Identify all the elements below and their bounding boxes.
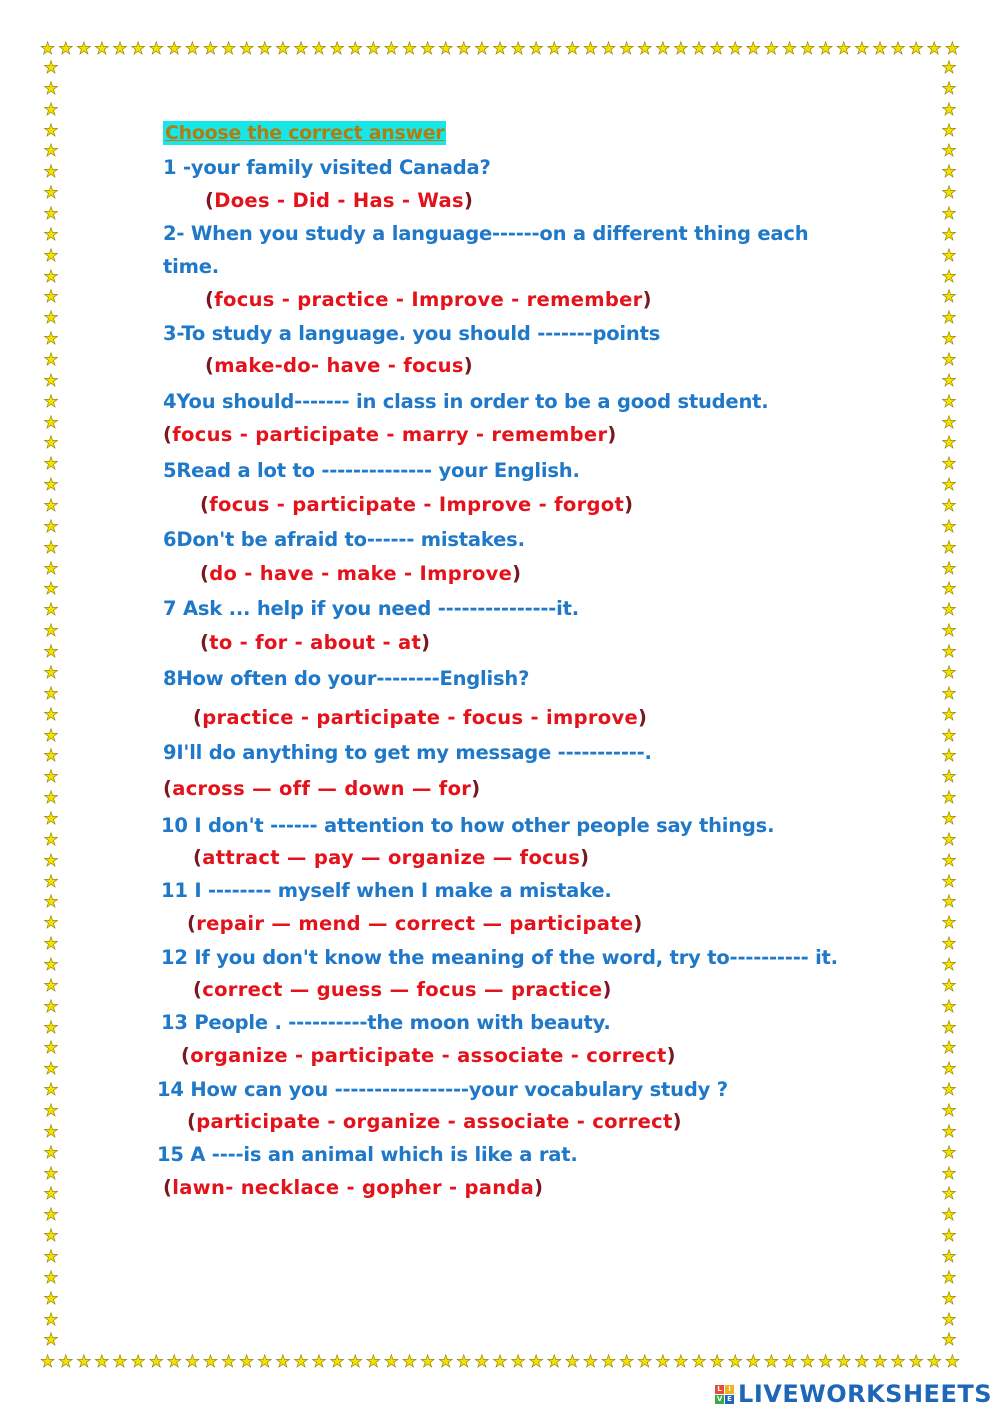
star-icon: ★ <box>130 1352 146 1372</box>
star-icon: ★ <box>43 746 59 767</box>
question-4: 4You should------- in class in order to be a good student. <box>163 390 769 413</box>
star-icon: ★ <box>941 600 957 621</box>
question-11: 11 I -------- myself when I make a mistake. <box>161 879 612 902</box>
star-icon: ★ <box>148 1352 164 1372</box>
star-icon: ★ <box>908 1352 924 1372</box>
star-icon: ★ <box>941 746 957 767</box>
star-icon: ★ <box>43 162 59 183</box>
star-icon: ★ <box>40 1352 56 1372</box>
star-icon: ★ <box>94 39 110 59</box>
star-icon: ★ <box>941 850 957 871</box>
brand-name: LIVEWORKSHEETS <box>738 1380 992 1408</box>
star-icon: ★ <box>854 1352 870 1372</box>
star-icon: ★ <box>941 99 957 120</box>
star-icon: ★ <box>58 1352 74 1372</box>
star-icon: ★ <box>941 537 957 558</box>
star-icon: ★ <box>43 1205 59 1226</box>
star-icon: ★ <box>43 454 59 475</box>
star-icon: ★ <box>43 78 59 99</box>
star-icon: ★ <box>941 975 957 996</box>
parenthesis: ( <box>181 1044 191 1067</box>
options-6: (do - have - make - Improve) <box>200 562 522 585</box>
star-icon: ★ <box>691 39 707 59</box>
star-icon: ★ <box>941 141 957 162</box>
star-icon: ★ <box>43 537 59 558</box>
star-icon: ★ <box>239 39 255 59</box>
parenthesis: ) <box>638 706 648 729</box>
star-icon: ★ <box>926 39 942 59</box>
parenthesis: ( <box>193 978 203 1001</box>
question-12: 12 If you don't know the meaning of the word, try to---------- it. <box>161 946 838 969</box>
star-icon: ★ <box>311 39 327 59</box>
parenthesis: ) <box>672 1110 682 1133</box>
options-1: (Does - Did - Has - Was) <box>205 189 474 212</box>
star-icon: ★ <box>383 39 400 59</box>
star-icon: ★ <box>43 1163 59 1184</box>
star-icon: ★ <box>564 39 580 59</box>
star-icon: ★ <box>419 39 436 59</box>
star-icon: ★ <box>926 1352 942 1372</box>
parenthesis: ( <box>193 846 203 869</box>
star-icon: ★ <box>43 1288 59 1309</box>
star-icon: ★ <box>43 579 59 600</box>
options-12: (correct — guess — focus — practice) <box>193 978 612 1001</box>
star-icon: ★ <box>43 1226 59 1247</box>
star-icon: ★ <box>43 183 59 204</box>
star-icon: ★ <box>781 39 798 59</box>
parenthesis: ( <box>200 562 210 585</box>
star-icon: ★ <box>872 39 888 59</box>
star-icon: ★ <box>941 662 957 683</box>
worksheet-title: Choose the correct answer <box>165 122 445 144</box>
parenthesis: ( <box>200 631 210 654</box>
star-icon: ★ <box>293 39 309 59</box>
star-icon: ★ <box>941 871 957 892</box>
star-icon: ★ <box>890 39 906 59</box>
star-icon: ★ <box>43 1100 59 1121</box>
logo-letter-v: V <box>716 1395 723 1403</box>
star-icon: ★ <box>818 1352 834 1372</box>
star-icon: ★ <box>43 475 59 496</box>
star-icon: ★ <box>58 39 74 59</box>
star-icon: ★ <box>745 39 761 59</box>
star-icon: ★ <box>275 39 291 59</box>
star-icon: ★ <box>941 704 957 725</box>
parenthesis: ) <box>642 288 652 311</box>
star-icon: ★ <box>43 996 59 1017</box>
options-15: (lawn- necklace - gopher - panda) <box>163 1176 544 1199</box>
star-icon: ★ <box>941 683 957 704</box>
star-icon: ★ <box>43 99 59 120</box>
star-icon: ★ <box>365 1352 381 1372</box>
star-icon: ★ <box>941 370 957 391</box>
options-13: (organize - participate - associate - correct) <box>181 1044 676 1067</box>
parenthesis: ) <box>512 562 522 585</box>
star-icon: ★ <box>43 558 59 579</box>
question-2: 2- When you study a language------on a different thing each <box>163 222 809 245</box>
parenthesis: ) <box>463 354 473 377</box>
logo-letter-i: I <box>725 1385 734 1394</box>
star-icon: ★ <box>600 1352 617 1372</box>
star-icon: ★ <box>528 39 544 59</box>
star-icon: ★ <box>474 39 490 59</box>
options-14: (participate - organize - associate - correct) <box>187 1110 682 1133</box>
parenthesis: ( <box>200 493 210 516</box>
star-icon: ★ <box>691 1352 707 1372</box>
liveworksheets-logo <box>715 1379 992 1409</box>
star-icon: ★ <box>890 1352 906 1372</box>
star-icon: ★ <box>456 39 472 59</box>
star-icon: ★ <box>655 39 671 59</box>
options-3: (make-do- have - focus) <box>205 354 473 377</box>
star-icon: ★ <box>941 266 957 287</box>
star-icon: ★ <box>941 516 957 537</box>
parenthesis: ) <box>633 912 643 935</box>
star-icon: ★ <box>941 996 957 1017</box>
star-icon: ★ <box>941 579 957 600</box>
options-11: (repair — mend — correct — participate) <box>187 912 643 935</box>
star-icon: ★ <box>709 39 725 59</box>
star-icon: ★ <box>43 1017 59 1038</box>
star-icon: ★ <box>112 39 128 59</box>
star-icon: ★ <box>293 1352 309 1372</box>
star-icon: ★ <box>941 1017 957 1038</box>
question-15: 15 A ----is an animal which is like a rat. <box>157 1143 578 1166</box>
parenthesis: ( <box>163 423 173 446</box>
star-icon: ★ <box>582 39 599 59</box>
star-icon: ★ <box>619 39 635 59</box>
question-3: 3-To study a language. you should -------points <box>163 322 661 345</box>
star-icon: ★ <box>347 1352 363 1372</box>
star-icon: ★ <box>941 913 957 934</box>
star-icon: ★ <box>510 1352 526 1372</box>
star-icon: ★ <box>941 1038 957 1059</box>
star-icon: ★ <box>474 1352 490 1372</box>
parenthesis: ) <box>471 777 481 800</box>
star-icon: ★ <box>43 287 59 308</box>
question-2-line-2: time. <box>163 255 219 278</box>
star-icon: ★ <box>836 1352 852 1372</box>
parenthesis: ( <box>205 189 215 212</box>
star-icon: ★ <box>76 1352 92 1372</box>
star-icon: ★ <box>941 60 957 78</box>
star-icon: ★ <box>781 1352 798 1372</box>
star-icon: ★ <box>941 725 957 746</box>
star-icon: ★ <box>130 39 146 59</box>
options-10: (attract — pay — organize — focus) <box>193 846 590 869</box>
options-8: (practice - participate - focus - improve) <box>193 706 648 729</box>
star-icon: ★ <box>941 391 957 412</box>
star-icon: ★ <box>43 788 59 809</box>
star-icon: ★ <box>43 975 59 996</box>
star-icon: ★ <box>941 78 957 99</box>
parenthesis: ) <box>602 978 612 1001</box>
star-icon: ★ <box>637 39 653 59</box>
parenthesis: ) <box>624 493 634 516</box>
star-icon: ★ <box>546 1352 562 1372</box>
star-icon: ★ <box>941 558 957 579</box>
star-icon: ★ <box>257 1352 273 1372</box>
question-1: 1 -your family visited Canada? <box>163 156 491 179</box>
parenthesis: ) <box>421 631 431 654</box>
star-icon: ★ <box>43 829 59 850</box>
star-icon: ★ <box>43 1309 59 1330</box>
star-icon: ★ <box>799 39 816 59</box>
star-icon: ★ <box>43 329 59 350</box>
star-icon: ★ <box>546 39 562 59</box>
star-icon: ★ <box>941 454 957 475</box>
star-icon: ★ <box>941 1184 957 1205</box>
star-icon: ★ <box>43 871 59 892</box>
star-icon: ★ <box>329 1352 345 1372</box>
star-icon: ★ <box>941 183 957 204</box>
star-icon: ★ <box>365 39 381 59</box>
star-icon: ★ <box>43 120 59 141</box>
star-icon: ★ <box>43 496 59 517</box>
star-icon: ★ <box>166 39 182 59</box>
star-icon: ★ <box>43 1080 59 1101</box>
star-icon: ★ <box>941 788 957 809</box>
star-icon: ★ <box>43 266 59 287</box>
star-icon: ★ <box>401 39 418 59</box>
star-icon: ★ <box>456 1352 472 1372</box>
star-icon: ★ <box>655 1352 671 1372</box>
star-icon: ★ <box>941 1121 957 1142</box>
star-icon: ★ <box>941 204 957 225</box>
star-icon: ★ <box>43 642 59 663</box>
star-icon: ★ <box>220 1352 237 1372</box>
star-icon: ★ <box>43 412 59 433</box>
parenthesis: ( <box>187 1110 197 1133</box>
star-icon: ★ <box>43 1142 59 1163</box>
star-icon: ★ <box>43 934 59 955</box>
star-icon: ★ <box>419 1352 436 1372</box>
star-icon: ★ <box>799 1352 816 1372</box>
star-icon: ★ <box>941 308 957 329</box>
logo-mark-icon <box>715 1385 734 1404</box>
star-icon: ★ <box>43 204 59 225</box>
star-icon: ★ <box>492 39 508 59</box>
star-icon: ★ <box>383 1352 400 1372</box>
star-icon: ★ <box>941 1226 957 1247</box>
options-7: (to - for - about - at) <box>200 631 431 654</box>
star-icon: ★ <box>941 1288 957 1309</box>
question-5: 5Read a lot to -------------- your English. <box>163 459 580 482</box>
star-icon: ★ <box>94 1352 110 1372</box>
star-icon: ★ <box>941 934 957 955</box>
question-10: 10 I don't ------ attention to how other people say things. <box>161 814 775 837</box>
star-icon: ★ <box>941 287 957 308</box>
star-icon: ★ <box>564 1352 580 1372</box>
star-icon: ★ <box>148 39 164 59</box>
star-icon: ★ <box>941 642 957 663</box>
star-icon: ★ <box>43 1184 59 1205</box>
star-icon: ★ <box>941 767 957 788</box>
star-icon: ★ <box>941 433 957 454</box>
star-icon: ★ <box>311 1352 327 1372</box>
star-icon: ★ <box>941 1100 957 1121</box>
star-icon: ★ <box>941 1163 957 1184</box>
star-icon: ★ <box>872 1352 888 1372</box>
star-icon: ★ <box>941 621 957 642</box>
star-icon: ★ <box>727 1352 743 1372</box>
logo-letter-e: E <box>725 1395 734 1404</box>
star-icon: ★ <box>43 1121 59 1142</box>
parenthesis: ( <box>205 354 215 377</box>
star-icon: ★ <box>908 39 924 59</box>
star-icon: ★ <box>43 433 59 454</box>
star-icon: ★ <box>941 1267 957 1288</box>
star-icon: ★ <box>275 1352 291 1372</box>
star-icon: ★ <box>941 829 957 850</box>
star-icon: ★ <box>944 39 960 59</box>
star-icon: ★ <box>944 1352 960 1372</box>
star-icon: ★ <box>43 350 59 371</box>
parenthesis: ) <box>666 1044 676 1067</box>
star-icon: ★ <box>184 39 200 59</box>
star-icon: ★ <box>438 1352 454 1372</box>
star-icon: ★ <box>727 39 743 59</box>
parenthesis: ( <box>193 706 203 729</box>
star-icon: ★ <box>112 1352 128 1372</box>
logo-letter-l: L <box>715 1385 724 1394</box>
star-icon: ★ <box>43 391 59 412</box>
parenthesis: ( <box>205 288 215 311</box>
parenthesis: ) <box>580 846 590 869</box>
star-icon: ★ <box>239 1352 255 1372</box>
star-icon: ★ <box>941 1246 957 1267</box>
star-icon: ★ <box>43 954 59 975</box>
star-icon: ★ <box>528 1352 544 1372</box>
star-icon: ★ <box>43 662 59 683</box>
star-icon: ★ <box>40 39 56 59</box>
parenthesis: ) <box>534 1176 544 1199</box>
options-5: (focus - participate - Improve - forgot) <box>200 493 634 516</box>
star-icon: ★ <box>637 1352 653 1372</box>
parenthesis: ( <box>163 777 173 800</box>
star-icon: ★ <box>43 704 59 725</box>
question-7: 7 Ask ... help if you need ---------------it. <box>163 597 579 620</box>
parenthesis: ) <box>607 423 617 446</box>
star-icon: ★ <box>673 39 689 59</box>
question-13: 13 People . ----------the moon with beauty. <box>161 1011 611 1034</box>
star-icon: ★ <box>43 1038 59 1059</box>
star-icon: ★ <box>76 39 92 59</box>
star-icon: ★ <box>329 39 345 59</box>
star-icon: ★ <box>401 1352 418 1372</box>
star-icon: ★ <box>836 39 852 59</box>
star-icon: ★ <box>220 39 237 59</box>
star-icon: ★ <box>202 39 219 59</box>
options-9: (across — off — down — for) <box>163 777 481 800</box>
star-icon: ★ <box>941 808 957 829</box>
star-icon: ★ <box>941 162 957 183</box>
star-icon: ★ <box>941 954 957 975</box>
star-icon: ★ <box>941 245 957 266</box>
options-2: (focus - practice - Improve - remember) <box>205 288 652 311</box>
star-icon: ★ <box>492 1352 508 1372</box>
star-icon: ★ <box>43 245 59 266</box>
star-icon: ★ <box>43 60 59 78</box>
parenthesis: ( <box>187 912 197 935</box>
star-icon: ★ <box>43 767 59 788</box>
star-icon: ★ <box>43 808 59 829</box>
star-icon: ★ <box>43 308 59 329</box>
star-icon: ★ <box>582 1352 599 1372</box>
question-6: 6Don't be afraid to------ mistakes. <box>163 528 525 551</box>
star-icon: ★ <box>43 516 59 537</box>
parenthesis: ) <box>463 189 474 212</box>
star-icon: ★ <box>673 1352 689 1372</box>
star-icon: ★ <box>202 1352 219 1372</box>
star-icon: ★ <box>941 475 957 496</box>
star-icon: ★ <box>763 1352 779 1372</box>
star-icon: ★ <box>709 1352 725 1372</box>
question-14: 14 How can you -----------------your vocabulary study ? <box>157 1078 728 1101</box>
star-icon: ★ <box>941 1059 957 1080</box>
star-icon: ★ <box>941 892 957 913</box>
question-9: 9I'll do anything to get my message -----------. <box>163 741 652 764</box>
star-icon: ★ <box>347 39 363 59</box>
star-icon: ★ <box>941 1330 957 1350</box>
star-icon: ★ <box>941 329 957 350</box>
star-icon: ★ <box>941 1142 957 1163</box>
star-icon: ★ <box>43 621 59 642</box>
star-icon: ★ <box>600 39 617 59</box>
star-icon: ★ <box>43 1246 59 1267</box>
star-icon: ★ <box>941 350 957 371</box>
star-icon: ★ <box>941 224 957 245</box>
star-icon: ★ <box>257 39 273 59</box>
star-icon: ★ <box>763 39 779 59</box>
star-icon: ★ <box>43 600 59 621</box>
star-icon: ★ <box>941 1205 957 1226</box>
star-icon: ★ <box>619 1352 635 1372</box>
star-icon: ★ <box>43 892 59 913</box>
star-icon: ★ <box>941 412 957 433</box>
star-icon: ★ <box>510 39 526 59</box>
options-4: (focus - participate - marry - remember) <box>163 423 617 446</box>
star-icon: ★ <box>43 370 59 391</box>
star-icon: ★ <box>43 683 59 704</box>
star-icon: ★ <box>745 1352 761 1372</box>
star-icon: ★ <box>818 39 834 59</box>
star-icon: ★ <box>941 1080 957 1101</box>
star-icon: ★ <box>941 1309 957 1330</box>
star-icon: ★ <box>166 1352 182 1372</box>
star-icon: ★ <box>184 1352 200 1372</box>
star-icon: ★ <box>43 725 59 746</box>
star-icon: ★ <box>941 496 957 517</box>
parenthesis: ( <box>163 1176 173 1199</box>
star-icon: ★ <box>43 141 59 162</box>
question-8: 8How often do your--------English? <box>163 667 530 690</box>
star-icon: ★ <box>941 120 957 141</box>
star-icon: ★ <box>43 1059 59 1080</box>
star-icon: ★ <box>43 1330 59 1350</box>
star-icon: ★ <box>43 913 59 934</box>
star-icon: ★ <box>854 39 870 59</box>
star-icon: ★ <box>43 1267 59 1288</box>
star-icon: ★ <box>43 224 59 245</box>
star-icon: ★ <box>438 39 454 59</box>
star-icon: ★ <box>43 850 59 871</box>
